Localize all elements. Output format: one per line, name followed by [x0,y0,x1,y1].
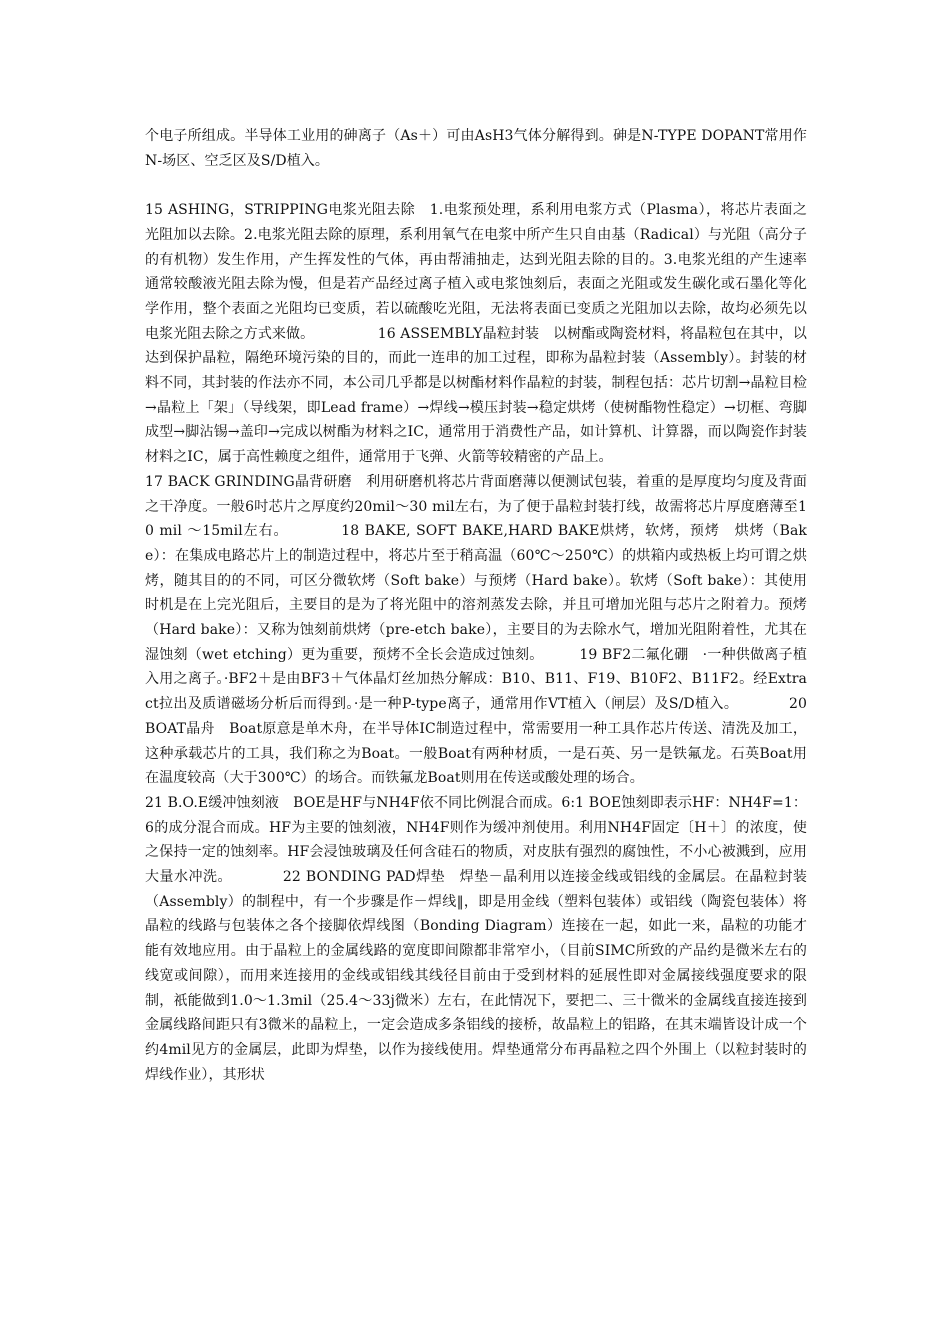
paragraph-ashing-assembly: 15 ASHING，STRIPPING电浆光阻去除 1.电浆预处理，系利用电浆方式（Plasma），将芯片表面之光阻加以去除。2.电浆光阻去除的原理，系利用氧气在电浆中所产生只自由基（Radical）与光阻（高分子的有机物）发生作用，产生挥发性的气体，再由帮浦抽走，达到光阻去除的目的。3.电浆光组的产生速率通常较酸液光阻去除为慢，但是若产品经过离子植入或电浆蚀刻后，表面之光阻或发生碳化或石墨化等化学作用，整个表面之光阻均已变质，若以硫酸吃光阻，无法将表面已变质之光阻加以去除，故均必须先以电浆光阻去除之方式来做。 16 ASSEMBLY晶粒封装 以树酯或陶瓷材料，将晶粒包在其中，以达到保护晶粒，隔绝环境污染的目的，而此一连串的加工过程，即称为晶粒封装（Assembly）。封装的材料不同，其封装的作法亦不同，本公司几乎都是以树酯材料作晶粒的封装，制程包括：芯片切割→晶粒目检→晶粒上「架」（导线架，即Lead frame）→焊线→模压封装→稳定烘烤（使树酯物性稳定）→切框、弯脚成型→脚沾锡→盖印→完成以树酯为材料之IC，通常用于消费性产品，如计算机、计算器，而以陶瓷作封装材料之IC，属于高性赖度之组件，通常用于飞弹、火箭等较精密的产品上。 [145,202,807,466]
paragraph-arsenic: 个电子所组成。半导体工业用的砷离子（As＋）可由AsH3气体分解得到。砷是N-TYPE DOPANT常用作N-场区、空乏区及S/D植入。 [145,128,807,169]
paragraph-backgrinding-bake-bf2-boat: 17 BACK GRINDING晶背研磨 利用研磨机将芯片背面磨薄以便测试包装，着重的是厚度均匀度及背面之干净度。一般6吋芯片之厚度约20mil～30 mil左右，为了便于晶粒封装打线，故需将芯片厚度磨薄至10 mil ～15mil左右。 18 BAKE, SOFT BAKE,HARD BAKE烘烤，软烤，预烤 烘烤（Bake）：在集成电路芯片上的制造过程中，将芯片至于稍高温（60℃～250℃）的烘箱内或热板上均可谓之烘烤，随其目的的不同，可区分微软烤（Soft bake）与预烤（Hard bake）。软烤（Soft bake）：其使用时机是在上完光阻后，主要目的是为了将光阻中的溶剂蒸发去除，并且可增加光阻与芯片之附着力。预烤（Hard bake）：又称为蚀刻前烘烤（pre-etch bake），主要目的为去除水气，增加光阻附着性，尤其在湿蚀刻（wet etching）更为重要，预烤不全长会造成过蚀刻。 19 BF2二氟化硼 ·一种供做离子植入用之离子。·BF2＋是由BF3＋气体晶灯丝加热分解成：B10、B11、F19、B10F2、B11F2。经Extract拉出及质谱磁场分析后而得到。·是一种P-type离子，通常用作VT植入（闸层）及S/D植入。 20 BOAT晶舟 Boat原意是单木舟，在半导体IC制造过程中，常需要用一种工具作芯片传送、清洗及加工，这种承载芯片的工具，我们称之为Boat。一般Boat有两种材质，一是石英、另一是铁氟龙。石英Boat用在温度较高（大于300℃）的场合。而铁氟龙Boat则用在传送或酸处理的场合。 [145,473,807,787]
document-page [145,124,807,1087]
paragraph-gap [145,173,807,198]
paragraph-boe-bonding-pad: 21 B.O.E缓冲蚀刻液 BOE是HF与NH4F依不同比例混合而成。6:1 BOE蚀刻即表示HF：NH4F=1：6的成分混合而成。HF为主要的蚀刻液，NH4F则作为缓冲剂使用。利用NH4F固定〔H＋〕的浓度，使之保持一定的蚀刻率。HF会浸蚀玻璃及任何含硅石的物质，对皮肤有强烈的腐蚀性，不小心被溅到，应用大量水冲洗。 22 BONDING PAD焊垫 焊垫－晶利用以连接金线或铝线的金属层。在晶粒封装（Assembly）的制程中，有一个步骤是作－焊线‖，即是用金线（塑料包装体）或铝线（陶瓷包装体）将晶粒的线路与包装体之各个接脚依焊线图（Bonding Diagram）连接在一起，如此一来，晶粒的功能才能有效地应用。由于晶粒上的金属线路的宽度即间隙都非常窄小，（目前SIMC所致的产品约是微米左右的线宽或间隙），而用来连接用的金线或铝线其线径目前由于受到材料的延展性即对金属接线强度要求的限制，祇能做到1.0～1.3mil（25.4～33j微米）左右，在此情况下，要把二、三十微米的金属线直接连接到金属线路间距只有3微米的晶粒上，一定会造成多条铝线的接桥，故晶粒上的铝路，在其末端皆设计成一个约4mil见方的金属层，此即为焊垫，以作为接线使用。焊垫通常分布再晶粒之四个外围上（以粒封装时的焊线作业），其形状 [145,794,807,1083]
